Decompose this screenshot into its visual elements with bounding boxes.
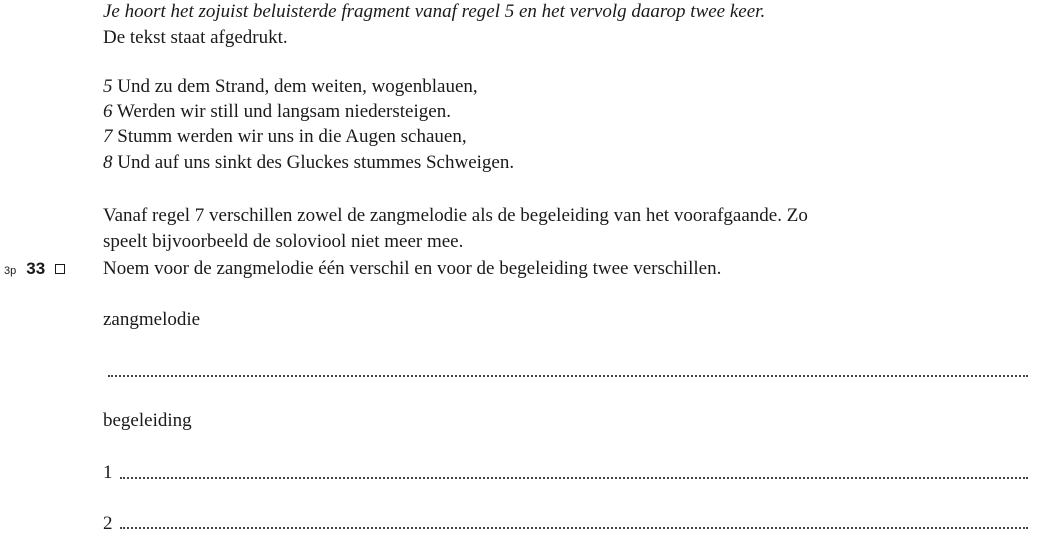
instruction-line-1: Je hoort het zojuist beluisterde fragment vanaf regel 5 en het vervolg daarop twee keer. [103, 1, 766, 22]
accompaniment-answer-line-2[interactable] [120, 527, 1028, 529]
answer-number-1: 1 [103, 462, 113, 483]
question-text: Noem voor de zangmelodie één verschil en voor de begeleiding twee verschillen. [103, 258, 722, 279]
melody-label: zangmelodie [103, 309, 201, 330]
answer-number-2: 2 [103, 513, 113, 534]
lyric-text: Und zu dem Strand, dem weiten, wogenblauen, [112, 76, 478, 97]
lyric-number: 5 [103, 76, 113, 97]
question-marker [4, 257, 65, 281]
context-line-2: speelt bijvoorbeeld de soloviool niet meer mee. [103, 231, 464, 252]
melody-answer-line[interactable] [108, 375, 1028, 377]
lyric-number: 8 [103, 152, 113, 173]
accompaniment-answer-line-1[interactable] [120, 477, 1028, 479]
question-number: 33 [26, 259, 46, 278]
lyric-line-5 [103, 75, 478, 99]
lyric-number: 6 [103, 101, 113, 122]
lyric-text: Und auf uns sinkt des Gluckes stummes Schweigen. [112, 152, 515, 173]
context-line-1: Vanaf regel 7 verschillen zowel de zangmelodie als de begeleiding van het voorafgaande. Zo [103, 205, 808, 226]
lyric-text: Stumm werden wir uns in die Augen schauen, [112, 126, 467, 147]
checkbox-icon[interactable] [55, 264, 65, 274]
lyric-number: 7 [103, 126, 113, 147]
lyric-line-8 [103, 151, 514, 175]
lyric-text: Werden wir still und langsam niedersteigen. [112, 101, 451, 122]
instruction-line-2: De tekst staat afgedrukt. [103, 27, 288, 48]
points-label: 3p [4, 264, 17, 277]
accompaniment-label: begeleiding [103, 410, 192, 431]
lyric-line-7 [103, 125, 467, 149]
lyric-line-6 [103, 100, 451, 124]
